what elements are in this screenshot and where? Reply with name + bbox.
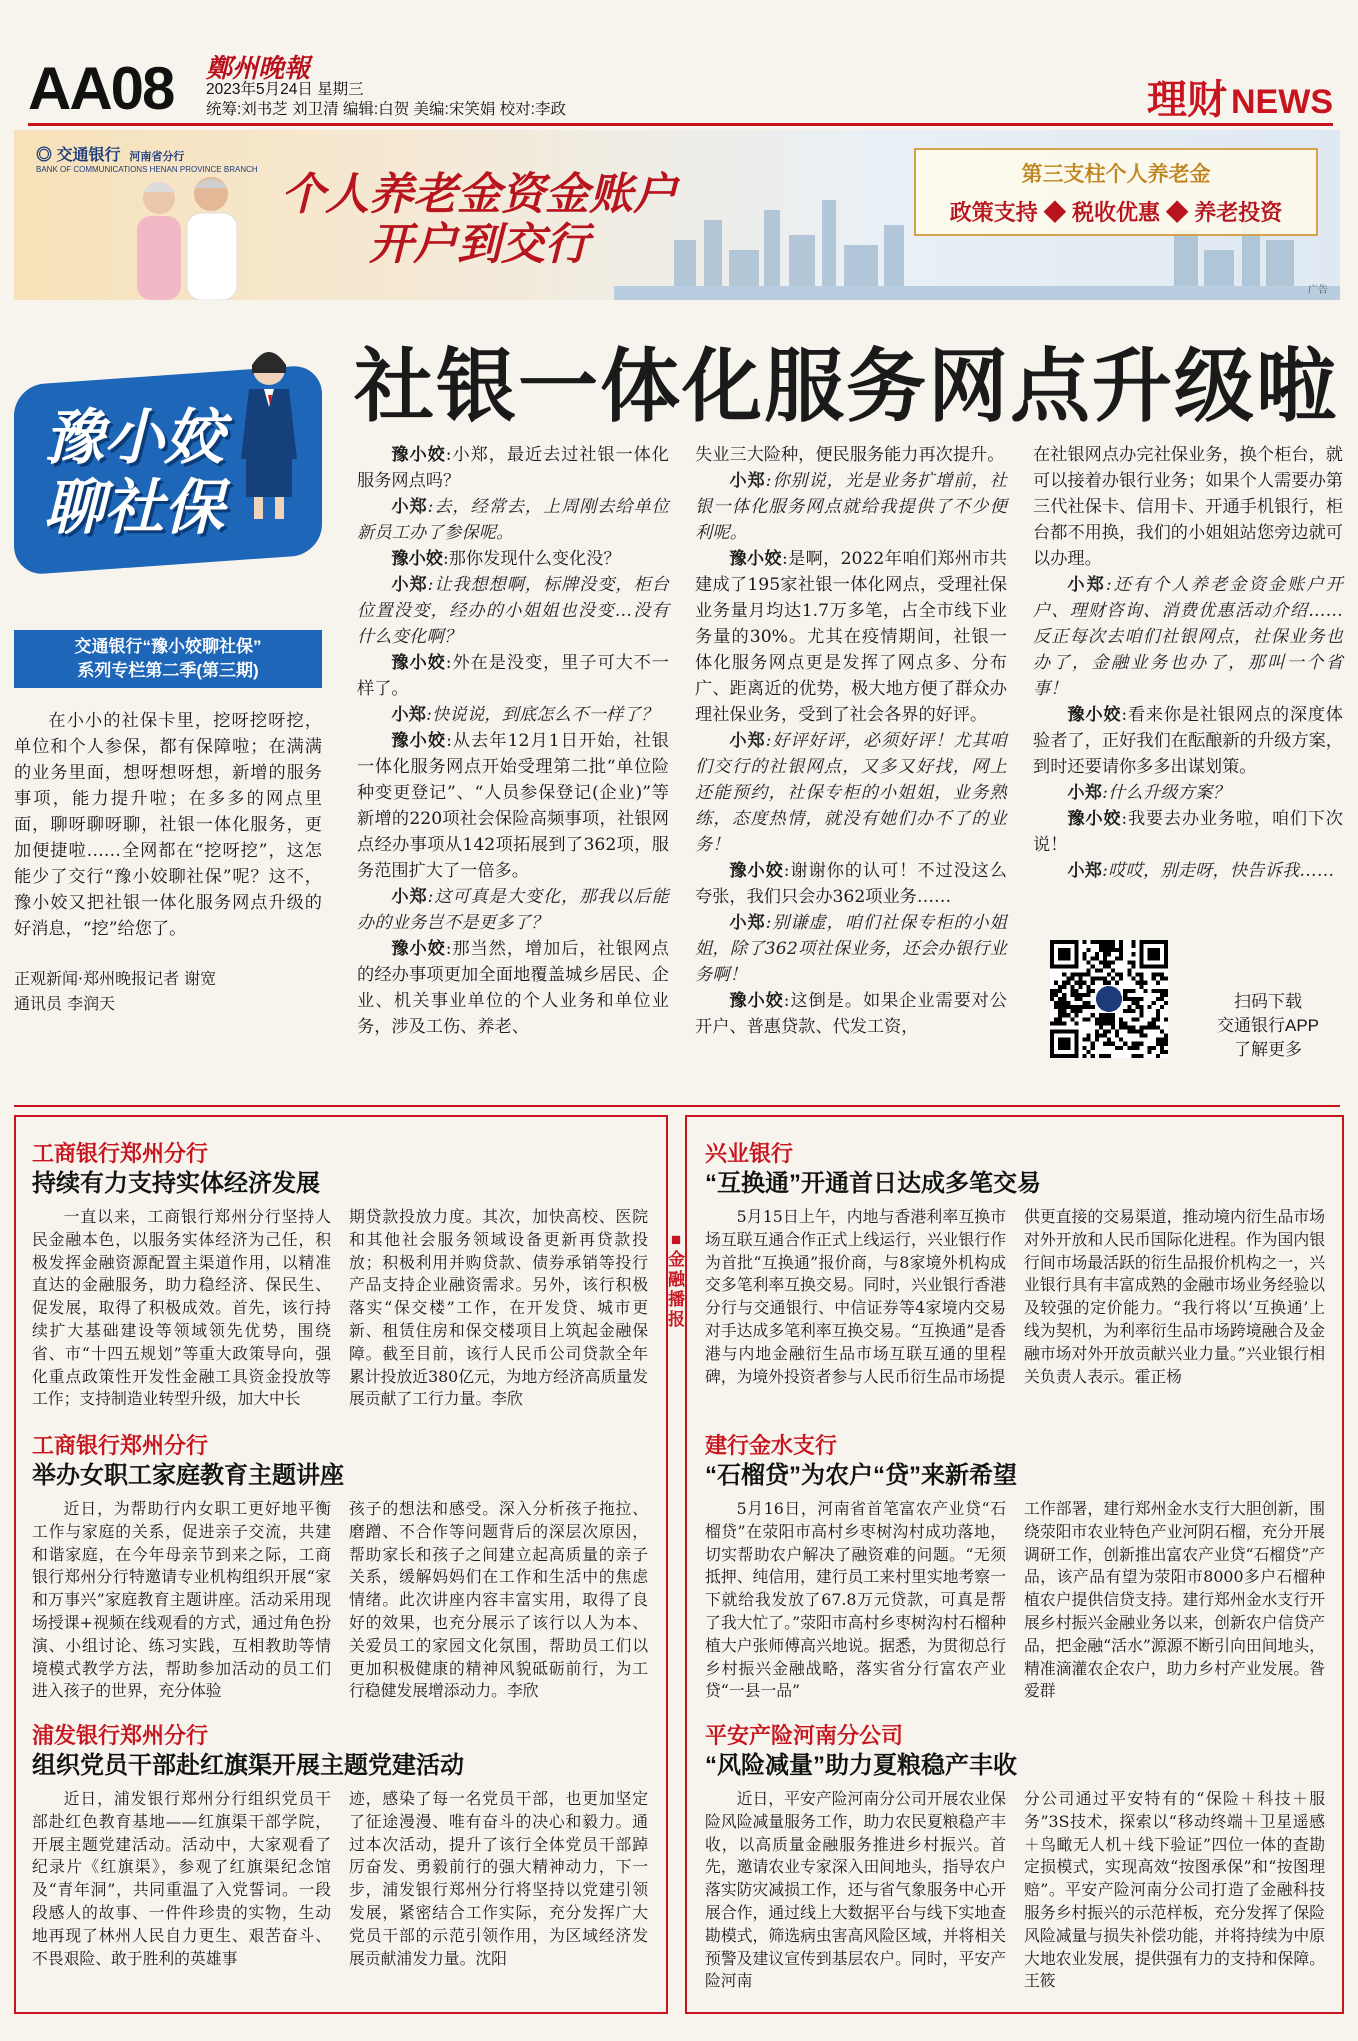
section-zh: 理财 [1147, 78, 1227, 122]
news-story [32, 1432, 648, 1703]
section-divider [14, 1105, 1340, 1107]
story-body-col2: 分公司通过平安特有的“保险＋科技＋服务”3S技术，探索以“移动终端＋卫星遥感＋鸟瞰无人机＋线下验证”四位一体的查勘定损模式，实现高效“按图承保”和“按图理赔”。平安产险河南分公司打造了金融科技服务乡村振兴的示范样板，充分发挥了保险风险减量与损失补偿功能，并将持续为中原大地农业发展，提供强有力的支持和保障。王筱 [1024, 1789, 1325, 1991]
story-body-col1: 近日，浦发银行郑州分行组织党员干部赴红色教育基地——红旗渠干部学院，开展主题党建活动。活动中，大家观看了纪录片《红旗渠》，参观了红旗渠纪念馆及“青年洞”，共同重温了入党誓词。一段段感人的故事、一件件珍贵的实物，生动地再现了林州人民自力更生、艰苦奋斗、不畏艰险、敢于胜利的英雄事 [32, 1789, 331, 1968]
story-body-col2: 期贷款投放力度。其次，加快高校、医院和其他社会服务领域设备更新再贷款投放；积极利用并购贷款、债券承销等投行产品支持企业融资需求。另外，该行积极落实“保交楼”工作，在开发贷、城市更新、租赁住房和保交楼项目上筑起金融保障。截至目前，该行人民币公司贷款全年累计投放近380亿元，为地方经济高质量发展贡献了工行力量。李欣 [349, 1207, 648, 1409]
story-source: 工商银行郑州分行 [32, 1141, 209, 1166]
dialogue-line: 在社银网点办完社保业务，换个柜台，就可以接着办银行业务；如果个人需要办第三代社保卡、信用卡、开通手机银行，柜台都不用换，我们的小姐姐站您旁边就可以办理。 [1033, 445, 1343, 569]
speaker-name: 豫小姣 [391, 731, 447, 751]
dialogue-line: 豫小姣:看来你是社银网点的深度体验者了，正好我们在酝酿新的升级方案，到时还要请你多多出谋划策。 [1033, 705, 1343, 777]
mascot-figure-icon [224, 345, 314, 520]
dialogue-line: 小郑:别谦虚，咱们社保专柜的小姐姐，除了362项社保业务，还会办银行业务啊！ [695, 913, 1007, 985]
speaker-name: 豫小姣 [391, 939, 446, 959]
section-en: NEWS [1231, 83, 1333, 121]
dialogue-line: 豫小姣:从去年12月1日开始，社银一体化服务网点开始受理第二批“单位险种变更登记”、“人员参保登记(企业)”等新增的220项社会保险高频事项，社银网点经办事项从142项拓展到了362项，服务范围扩大了一倍多。 [357, 731, 669, 881]
speaker-name: 小郑 [729, 471, 766, 491]
dialogue-line: 豫小姣:外在是没变，里子可大不一样了。 [357, 653, 669, 699]
speaker-name: 小郑 [391, 705, 427, 725]
speaker-name: 小郑 [1067, 575, 1106, 595]
speaker-name: 小郑 [1067, 783, 1103, 803]
page-number: AA08 [28, 55, 174, 122]
dialogue-line: 失业三大险种，便民服务能力再次提升。 [695, 445, 1005, 465]
byline: 正观新闻·郑州晚报记者 谢宽 通讯员 李润天 [14, 969, 217, 1013]
finance-news-tag: ■ 金 融 播 报 [668, 1230, 685, 1329]
news-story [32, 1722, 648, 1970]
speaker-name: 豫小姣 [729, 549, 782, 569]
speaker-name: 小郑 [1067, 861, 1103, 881]
speaker-name: 小郑 [391, 497, 428, 517]
speaker-name: 豫小姣 [729, 991, 784, 1011]
speaker-name: 豫小姣 [1067, 809, 1122, 829]
main-headline: 社银一体化服务网点升级啦 [354, 342, 1338, 431]
news-story [32, 1140, 648, 1411]
ad-bank-logo: ◎ 交通银行 河南省分行 BANK OF COMMUNICATIONS HENAN PROVINCE BRANCH [36, 147, 258, 174]
dialogue-line: 豫小姣:是啊，2022年咱们郑州市共建成了195家社银一体化网点，受理社保业务量月均达1.7万多笔，占全市线下业务量的30%。尤其在疫情期间，社银一体化服务网点更是发挥了网点多、分布广、距离近的优势，极大地方便了群众办理社保业务，受到了社会各界的好评。 [695, 549, 1007, 725]
story-body-col2: 迹，感染了每一名党员干部，也更加坚定了征途漫漫、唯有奋斗的决心和毅力。通过本次活动，提升了该行全体党员干部踔厉奋发、勇毅前行的强大精神动力，下一步，浦发银行郑州分行将坚持以党建引领发展，紧密结合工作实际，充分发挥广大党员干部的示范引领作用，为区域经济发展贡献浦发力量。沈阳 [349, 1789, 648, 1968]
story-body-col1: 一直以来，工商银行郑州分行坚持人民金融本色，以服务实体经济为己任，积极发挥金融资源配置主渠道作用，以精准直达的金融服务，助力稳经济、保民生、促发展，取得了积极成效。首先，该行持续扩大基础建设等领域领先优势，围绕省、市“十四五规划”等重大政策导向，强化重点政策性开发性金融工具资金投放等工作；支持制造业转型升级，加大中长 [32, 1207, 331, 1409]
story-title: “互换通”开通首日达成多笔交易 [705, 1170, 1041, 1197]
story-title: “风险减量”助力夏粮稳产丰收 [705, 1752, 1017, 1779]
dialogue-line: 豫小姣:这倒是。如果企业需要对公开户、普惠贷款、代发工资， [695, 991, 1007, 1037]
masthead-info [206, 80, 566, 120]
story-title: “石榴贷”为农户“贷”来新希望 [705, 1462, 1017, 1489]
dialogue-line: 小郑:去，经常去，上周刚去给单位新员工办了参保呢。 [357, 497, 669, 543]
ad-tag: 广告 [1308, 285, 1328, 296]
story-body-col1: 5月16日，河南省首笔富农产业贷“石榴贷”在荥阳市高村乡枣树沟村成功落地，切实帮助农户解决了融资难的问题。“无须抵押、纯信用，建行员工来村里实地考察一下就给我发放了67.8万元贷款，可真是帮了我大忙了。”荥阳市高村乡枣树沟村石榴种植大户张师傅高兴地说。据悉，为贯彻总行乡村振兴金融战略，落实省分行富农产业贷“一县一品” [705, 1499, 1006, 1701]
bank-logo-icon: ◎ [36, 147, 57, 164]
dialogue-line: 小郑:让我想想啊，标牌没变，柜台位置没变，经办的小姐姐也没变…没有什么变化啊？ [357, 575, 669, 647]
speaker-name: 小郑 [391, 575, 428, 595]
dialogue-line: 小郑:还有个人养老金资金账户开户、理财咨询、消费优惠活动介绍……反正每次去咱们社银网点，社保业务也办了，金融业务也办了，那叫一个省事！ [1033, 575, 1343, 699]
masthead [28, 48, 1333, 123]
speaker-name: 小郑 [729, 913, 766, 933]
story-body-col2: 工作部署，建行郑州金水支行大胆创新，围绕荥阳市农业特色产业河阴石榴，充分开展调研工作，创新推出富农产业贷“石榴贷”产品，该产品有望为荥阳市8000多户石榴种植农户提供信贷支持。建行郑州金水支行开展乡村振兴金融业务以来，创新农户信贷产品，把金融“活水”源源不断引向田间地头，精准滴灌农企农户，助力乡村产业发展。昝爱群 [1024, 1499, 1325, 1701]
column-logo-text: 豫小姣 聊社保 [44, 404, 224, 541]
ad-pension-box: 第三支柱个人养老金 政策支持 ◆ 税收优惠 ◆ 养老投资 [914, 148, 1318, 236]
speaker-name: 豫小姣 [391, 445, 446, 465]
speaker-name: 豫小姣 [729, 861, 784, 881]
column-series-title: 交通银行“豫小姣聊社保” 系列专栏第二季(第三期) [14, 630, 322, 688]
dialogue-line: 豫小姣:那你发现什么变化没？ [391, 549, 621, 569]
story-body-col1: 5月15日上午，内地与香港利率互换市场互联互通合作正式上线运行，兴业银行作为首批“互换通”报价商，与8家境外机构成交多笔利率互换交易。同时，兴业银行香港分行与交通银行、中信证券等4家境内交易对手达成多笔利率互换交易。“互换通”是香港与内地金融衍生品市场互联互通的里程碑，为境外投资者参与人民币衍生品市场提 [705, 1207, 1006, 1386]
speaker-name: 豫小姣 [391, 549, 443, 569]
section-label [1147, 68, 1333, 125]
story-body-col1: 近日，平安产险河南分公司开展农业保险风险减量服务工作，助力农民夏粮稳产丰收，以高质量金融服务推进乡村振兴。首先，邀请农业专家深入田间地头，指导农户落实防灾减损工作，还与省气象服务中心开展合作，通过线上大数据平台与线下实地查勘模式，筛选病虫害高风险区域，并将相关预警及建议宣传到基层农户。同时，平安产险河南 [705, 1789, 1006, 1991]
dialogue-line: 小郑:什么升级方案？ [1067, 783, 1230, 803]
story-body-col1: 近日，为帮助行内女职工更好地平衡工作与家庭的关系，促进亲子交流，共建和谐家庭，在今年母亲节到来之际，工商银行郑州分行特邀请专业机构组织开展“家和万事兴”家庭教育主题讲座。活动采用现场授课+视频在线观看的方式，通过角色扮演、小组讨论、练习实践，互相教助等情境模式教学方法，帮助参加活动的员工们进入孩子的世界，充分体验 [32, 1499, 331, 1701]
story-title: 组织党员干部赴红旗渠开展主题党建活动 [32, 1752, 464, 1779]
newspaper-brand: 鄭州晚報 [206, 54, 311, 84]
masthead-rule [28, 123, 1333, 126]
news-story [705, 1432, 1325, 1703]
story-title: 持续有力支持实体经济发展 [32, 1170, 320, 1197]
staff-credits: 统筹:刘书芝 刘卫清 编辑:白贺 美编:宋笑娟 校对:李政 [206, 101, 566, 118]
intro-paragraph: 在小小的社保卡里，挖呀挖呀挖，单位和个人参保，都有保障啦；在满满的业务里面，想呀想呀想，新增的服务事项，能力提升啦；在多多的网点里面，聊呀聊呀聊，社银一体化服务，更加便捷啦……全网都在“挖呀挖”，这怎能少了交行“豫小姣聊社保”呢？这不，豫小姣又把社银一体化服务网点升级的好消息，“挖”给您了。 [14, 711, 322, 939]
news-story [705, 1140, 1325, 1388]
ad-headline: 个人养老金资金账户 开户到交行 [281, 169, 677, 270]
speaker-name: 小郑 [729, 731, 766, 751]
dialogue-line: 小郑:你别说，光是业务扩增前，社银一体化服务网点就给我提供了不少便利呢。 [695, 471, 1007, 543]
story-title: 举办女职工家庭教育主题讲座 [32, 1462, 344, 1489]
dialogue-column-3 [1033, 442, 1343, 884]
dialogue-line: 豫小姣:小郑，最近去过社银一体化服务网点吗？ [357, 445, 669, 491]
ad-banner [14, 130, 1340, 300]
issue-date: 2023年5月24日 星期三 [206, 81, 364, 98]
dialogue-line: 豫小姣:我要去办业务啦，咱们下次说！ [1033, 809, 1343, 855]
dialogue-column-2 [695, 442, 1007, 1040]
story-source: 兴业银行 [705, 1141, 794, 1166]
dialogue-line: 豫小姣:那当然，增加后，社银网点的经办事项更加全面地覆盖城乡居民、企业、机关事业单位的个人业务和单位业务，涉及工伤、养老、 [357, 939, 669, 1037]
qr-caption: 扫码下载 交通银行APP 了解更多 [1216, 992, 1320, 1059]
dialogue-column-1 [357, 442, 669, 1040]
story-source: 浦发银行郑州分行 [32, 1723, 209, 1748]
dialogue-line: 小郑:这可真是大变化，那我以后能办的业务岂不是更多了？ [357, 887, 669, 933]
column-logo [14, 375, 322, 595]
elderly-couple-illustration [109, 170, 259, 300]
story-body-col2: 孩子的想法和感受。深入分析孩子拖拉、磨蹭、不合作等问题背后的深层次原因，帮助家长和孩子之间建立起高质量的亲子关系，缓解妈妈们在工作和生活中的焦虑情绪。此次讲座内容丰富实用，取得了良好的效果，也充分展示了该行以人为本、关爱员工的家园文化氛围，帮助员工们以更加积极健康的精神风貌砥砺前行，为工行稳健发展增添动力。李欣 [349, 1499, 648, 1701]
dialogue-line: 小郑:哎哎，别走呀，快告诉我…… [1067, 861, 1335, 881]
dialogue-line: 豫小姣:谢谢你的认可！不过没这么夸张，我们只会办362项业务…… [695, 861, 1007, 907]
qr-code-icon[interactable] [1050, 940, 1168, 1058]
story-body-col2: 供更直接的交易渠道，推动境内衍生品市场对外开放和人民币国际化进程。作为国内银行间市场最活跃的衍生品报价机构之一，兴业银行具有丰富成熟的金融市场业务经验以及较强的定价能力。“我行将以‘互换通’上线为契机，为利率衍生品市场跨境融合及金融市场对外开放贡献兴业力量。”兴业银行相关负责人表示。霍正杨 [1024, 1207, 1325, 1386]
speaker-name: 豫小姣 [391, 653, 446, 673]
speaker-name: 小郑 [391, 887, 428, 907]
story-source: 建行金水支行 [705, 1433, 838, 1458]
news-story [705, 1722, 1325, 1993]
dialogue-line: 小郑:快说说，到底怎么不一样了？ [391, 705, 659, 725]
dialogue-line: 小郑:好评好评，必须好评！尤其咱们交行的社银网点，又多又好找，网上还能预约，社保专柜的小姐姐，业务熟练，态度热情，就没有她们办不了的业务！ [695, 731, 1007, 855]
story-source: 平安产险河南分公司 [705, 1723, 904, 1748]
story-source: 工商银行郑州分行 [32, 1433, 209, 1458]
speaker-name: 豫小姣 [1067, 705, 1122, 725]
